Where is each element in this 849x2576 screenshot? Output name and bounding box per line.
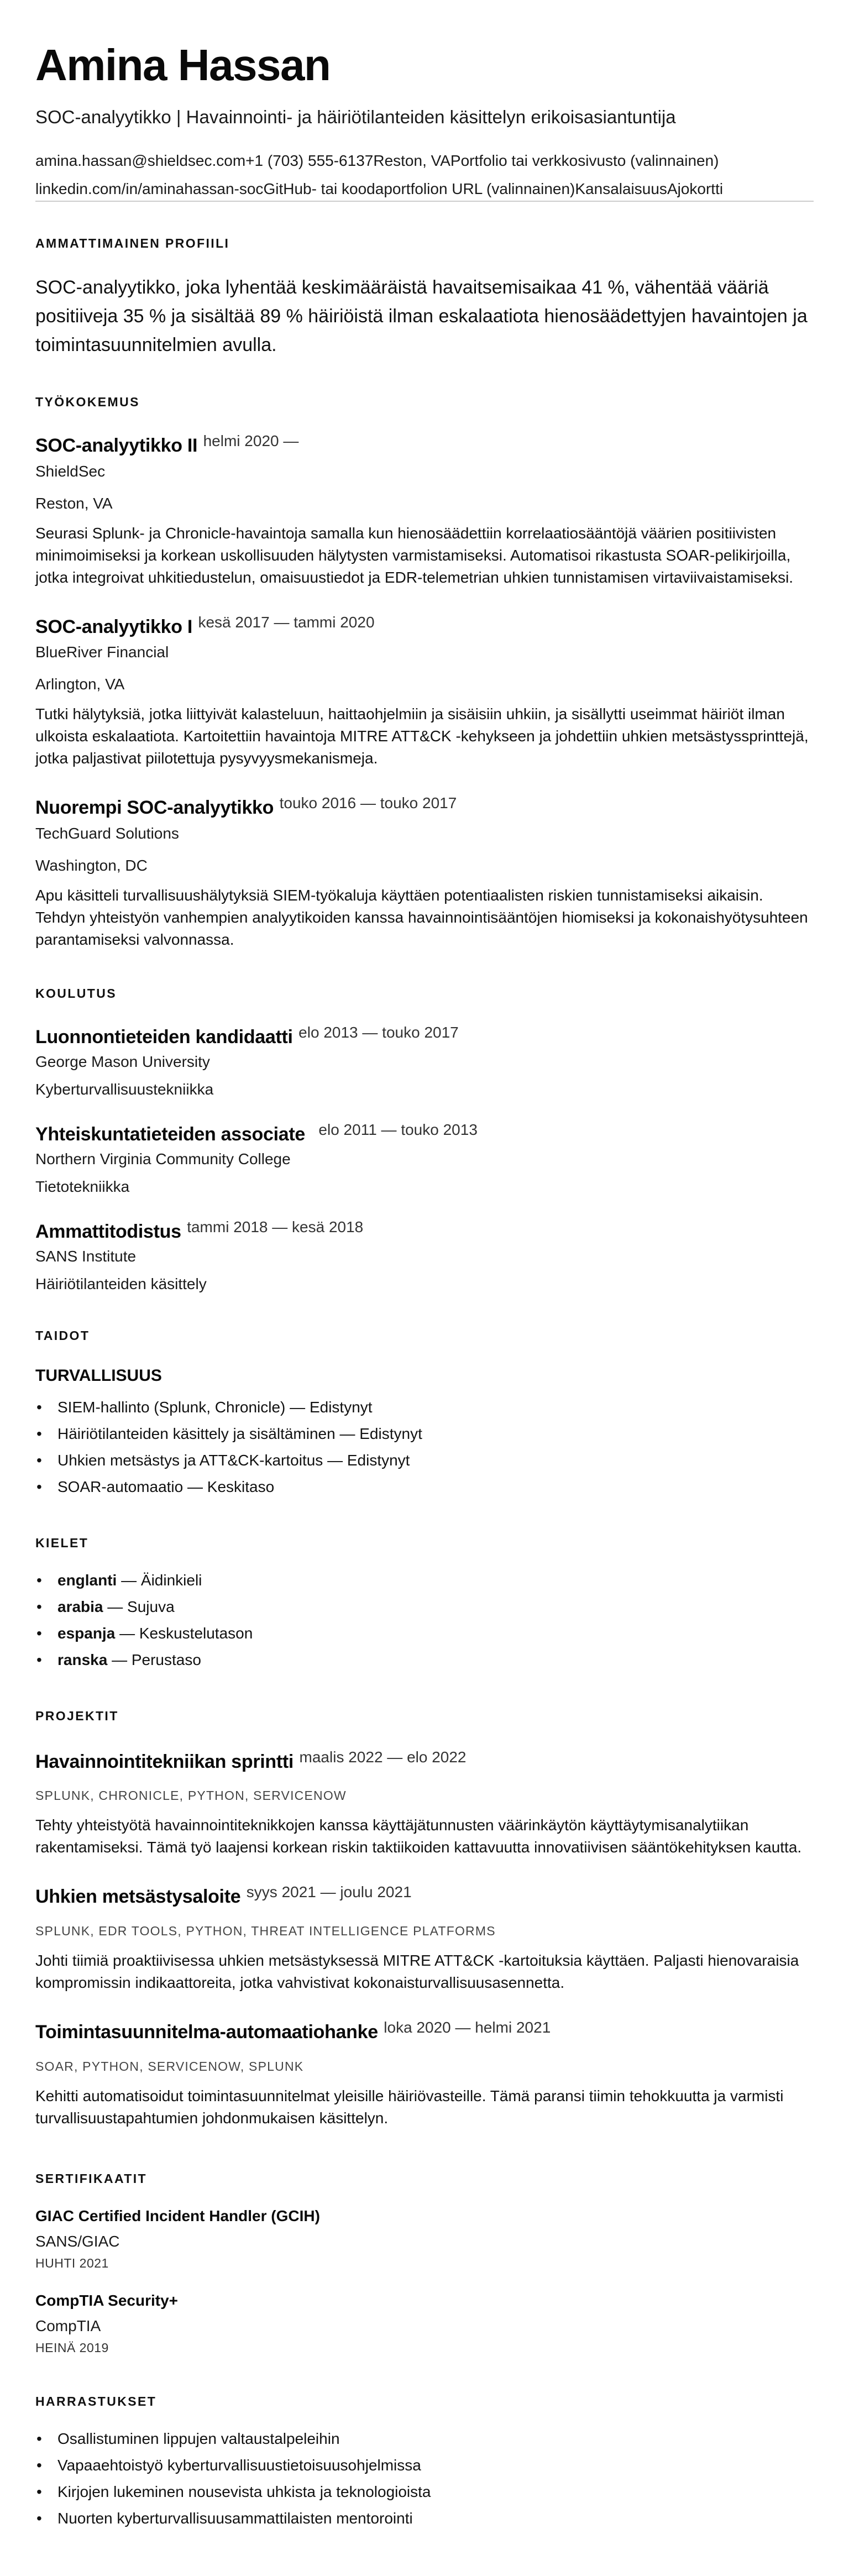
certification-name: CompTIA Security+ [35, 2291, 179, 2309]
certification-issuer: CompTIA [35, 2317, 101, 2334]
candidate-name: Amina Hassan [35, 40, 331, 90]
project-description: Kehitti automatisoidut toimintasuunnitelmat yleisille häiriövasteille. Tämä paransi tiimin tehokkuutta ja varmisti turvallisuustapahtumien johdonmukaisen käsittelyn. [35, 2087, 784, 2127]
school-name: George Mason University [35, 1053, 210, 1070]
skill-item: • Häiriötilanteiden käsittely ja sisältäminen — Edistynyt [35, 1421, 814, 1447]
experience-section [35, 395, 814, 951]
language-level: — Perustaso [112, 1651, 201, 1668]
project-tech-stack: SOAR, PYTHON, SERVICENOW, SPLUNK [35, 2059, 304, 2074]
section-title: AMMATTIMAINEN PROFIILI [35, 235, 230, 250]
certifications-section [35, 2171, 814, 2355]
certification-name: GIAC Certified Incident Handler (GCIH) [35, 2207, 320, 2224]
project-dates: loka 2020 — helmi 2021 [384, 2019, 551, 2036]
hobby-item: • Nuorten kyberturvallisuusammattilaisten mentorointi [35, 2505, 814, 2532]
location: Reston, VA [373, 151, 450, 169]
section-title: KIELET [35, 1535, 89, 1550]
job-description: Apu käsitteli turvallisuushälytyksiä SIEM-työkaluja käyttäen potentiaalisten riskien tunnistamiseksi aikaisin. Tehdyn yhteistyön vanhempien analyytikoiden kanssa havainnointisääntöjen hiomiseksi ja kokonaishyötysuhteen parantamiseksi valvonnassa. [35, 887, 808, 949]
project-tech-stack: SPLUNK, CHRONICLE, PYTHON, SERVICENOW [35, 1788, 347, 1803]
degree-name: Yhteiskuntatieteiden associate [35, 1123, 305, 1145]
job-dates: touko 2016 — touko 2017 [279, 794, 457, 812]
section-title: HARRASTUKSET [35, 2394, 157, 2409]
degree-name: Luonnontieteiden kandidaatti [35, 1027, 293, 1048]
citizenship: Kansalaisuus [575, 180, 667, 198]
profile-section [35, 236, 814, 359]
job-location: Arlington, VA [35, 676, 125, 693]
bullet-icon: • [36, 2456, 42, 2474]
skill-group-title: TURVALLISUUS [35, 1366, 162, 1385]
degree-name: Ammattitodistus [35, 1221, 181, 1242]
skill-item: • SIEM-hallinto (Splunk, Chronicle) — Edistynyt [35, 1394, 814, 1421]
language-item [35, 1594, 814, 1620]
project-dates: syys 2021 — joulu 2021 [246, 1883, 412, 1901]
bullet-icon: • [36, 1478, 42, 1495]
field-of-study: Tietotekniikka [35, 1177, 130, 1195]
bullet-icon: • [36, 1624, 42, 1642]
section-title: TAIDOT [35, 1328, 90, 1343]
education-section [35, 986, 814, 1292]
education-dates: tammi 2018 — kesä 2018 [187, 1218, 364, 1235]
experience-entry [35, 613, 814, 770]
job-location: Reston, VA [35, 494, 113, 512]
experience-entry [35, 794, 814, 951]
school-name: SANS Institute [35, 1247, 137, 1265]
project-name: Havainnointitekniikan sprintti [35, 1751, 294, 1772]
bullet-icon: • [36, 1398, 42, 1416]
language-level: — Sujuva [107, 1598, 175, 1615]
job-title: SOC-analyytikko II [35, 434, 198, 456]
email-link[interactable]: amina.hassan@shieldsec.com [35, 151, 246, 169]
project-tech-stack: SPLUNK, EDR TOOLS, PYTHON, THREAT INTELLIGENCE PLATFORMS [35, 1924, 496, 1939]
certification-entry [35, 2207, 814, 2271]
section-title: TYÖKOKEMUS [35, 394, 140, 409]
bullet-icon: • [36, 2509, 42, 2527]
section-title: PROJEKTIT [35, 1708, 119, 1723]
company-name: TechGuard Solutions [35, 825, 179, 842]
job-dates: helmi 2020 — [203, 432, 299, 449]
project-dates: maalis 2022 — elo 2022 [299, 1748, 467, 1766]
job-title: Nuorempi SOC-analyytikko [35, 797, 274, 819]
contact-line-2 [35, 180, 814, 202]
contact-line-1 [35, 151, 814, 170]
project-name: Uhkien metsästysaloite [35, 1886, 241, 1908]
bullet-icon: • [36, 2430, 42, 2447]
bullet-icon: • [36, 1451, 42, 1469]
phone-number: +1 (703) 555-6137 [245, 151, 374, 169]
languages-section [35, 1536, 814, 1673]
certification-entry [35, 2292, 814, 2355]
language-item [35, 1620, 814, 1647]
hobby-item: • Osallistuminen lippujen valtaustalpeleihin [35, 2426, 814, 2452]
hobbies-section [35, 2394, 814, 2532]
job-title: SOC-analyytikko I [35, 616, 192, 637]
field-of-study: Kyberturvallisuustekniikka [35, 1080, 214, 1098]
language-name: arabia [57, 1598, 103, 1615]
certification-date: HUHTI 2021 [35, 2255, 109, 2270]
field-of-study: Häiriötilanteiden käsittely [35, 1275, 207, 1292]
hobby-item: • Kirjojen lukeminen nousevista uhkista ja teknologioista [35, 2479, 814, 2505]
language-name: ranska [57, 1651, 108, 1668]
company-name: BlueRiver Financial [35, 643, 169, 661]
project-description: Tehty yhteistyötä havainnointiteknikkojen kanssa käyttäjätunnusten väärinkäytön käyttäytymisanalytiikan rakentamiseksi. Tämä työ laajensi korkean riskin taktiikoiden kattavuutta innovatiivisen sääntökehityksen kautta. [35, 1816, 802, 1856]
project-entry [35, 1748, 814, 1859]
hobby-item: • Vapaaehtoistyö kyberturvallisuustietoisuusohjelmissa [35, 2452, 814, 2479]
education-dates: elo 2011 — touko 2013 [318, 1121, 478, 1138]
education-dates: elo 2013 — touko 2017 [298, 1024, 459, 1041]
github-link[interactable]: GitHub- tai koodaportfolion URL (valinnainen) [263, 180, 575, 198]
education-entry [35, 1023, 814, 1098]
education-entry [35, 1218, 814, 1293]
drivers-license: Ajokortti [667, 180, 724, 198]
experience-entry [35, 432, 814, 589]
job-description: Tutki hälytyksiä, jotka liittyivät kalasteluun, haittaohjelmiin ja sisäisiin uhkiin, ja sisällytti useimmat häiriöt ilman ulkoista eskalaatiota. Kartoitettiin havaintoja MITRE ATT&CK -kehykseen ja johdettiin uhkien metsästyssprinttejä, jotka paljastivat piilotettuja pysyvyysmekanismeja. [35, 705, 809, 767]
language-item [35, 1567, 814, 1594]
project-entry [35, 1883, 814, 1994]
skill-list [35, 1394, 814, 1500]
skill-item: • Uhkien metsästys ja ATT&CK-kartoitus — Edistynyt [35, 1447, 814, 1474]
language-name: espanja [57, 1624, 116, 1642]
bullet-icon: • [36, 1651, 42, 1668]
linkedin-link[interactable]: linkedin.com/in/aminahassan-soc [35, 180, 264, 198]
project-name: Toimintasuunnitelma-automaatiohanke [35, 2022, 378, 2043]
job-location: Washington, DC [35, 857, 148, 875]
resume-header [35, 40, 814, 202]
project-description: Johti tiimiä proaktiivisessa uhkien metsästyksessä MITRE ATT&CK -kartoituksia käyttäen. Paljasti hienovaraisia kompromissin indikaattoreita, jotka vahvistivat kokonaisturvallisuusasennetta. [35, 1952, 799, 1992]
bullet-icon: • [36, 2483, 42, 2500]
hobby-list [35, 2426, 814, 2532]
certification-date: HEINÄ 2019 [35, 2340, 109, 2355]
language-list [35, 1567, 814, 1673]
skill-item: • SOAR-automaatio — Keskitaso [35, 1474, 814, 1500]
profile-summary: SOC-analyytikko, joka lyhentää keskimääräistä havaitsemisaikaa 41 %, vähentää vääriä positiiveja 35 % ja sisältää 89 % häiriöistä ilman eskalaatiota hienosäädettyjen havaintojen ja toimintasuunnitelmien avulla. [35, 276, 808, 355]
projects-section [35, 1709, 814, 2129]
company-name: ShieldSec [35, 462, 106, 480]
job-description: Seurasi Splunk- ja Chronicle-havaintoja samalla kun hienosäädettiin korrelaatiosääntöjä väärien positiivisten minimoimiseksi ja korkean uskollisuuden hälytysten varmistamiseksi. Automatisoi rikastusta SOAR-pelikirjoilla, jotka integroivat uhkitiedustelun, omaisuustiedot ja EDR-telemetrian uhkien tunnistamisen virtaviivaistamiseksi. [35, 524, 794, 586]
portfolio-link[interactable]: Portfolio tai verkkosivusto (valinnainen) [450, 151, 719, 169]
language-level: — Keskustelutason [119, 1624, 253, 1642]
education-entry [35, 1121, 814, 1196]
headline: SOC-analyytikko | Havainnointi- ja häiriötilanteiden käsittelyn erikoisasiantuntija [35, 107, 676, 127]
bullet-icon: • [36, 1598, 42, 1615]
skills-section [35, 1328, 814, 1500]
language-level: — Äidinkieli [121, 1571, 202, 1589]
certification-issuer: SANS/GIAC [35, 2232, 120, 2250]
language-name: englanti [57, 1571, 117, 1589]
project-entry [35, 2018, 814, 2129]
school-name: Northern Virginia Community College [35, 1150, 291, 1167]
bullet-icon: • [36, 1425, 42, 1442]
language-item [35, 1647, 814, 1673]
job-dates: kesä 2017 — tammi 2020 [198, 613, 375, 631]
bullet-icon: • [36, 1571, 42, 1589]
section-title: KOULUTUS [35, 986, 117, 1001]
section-title: SERTIFIKAATIT [35, 2171, 147, 2186]
